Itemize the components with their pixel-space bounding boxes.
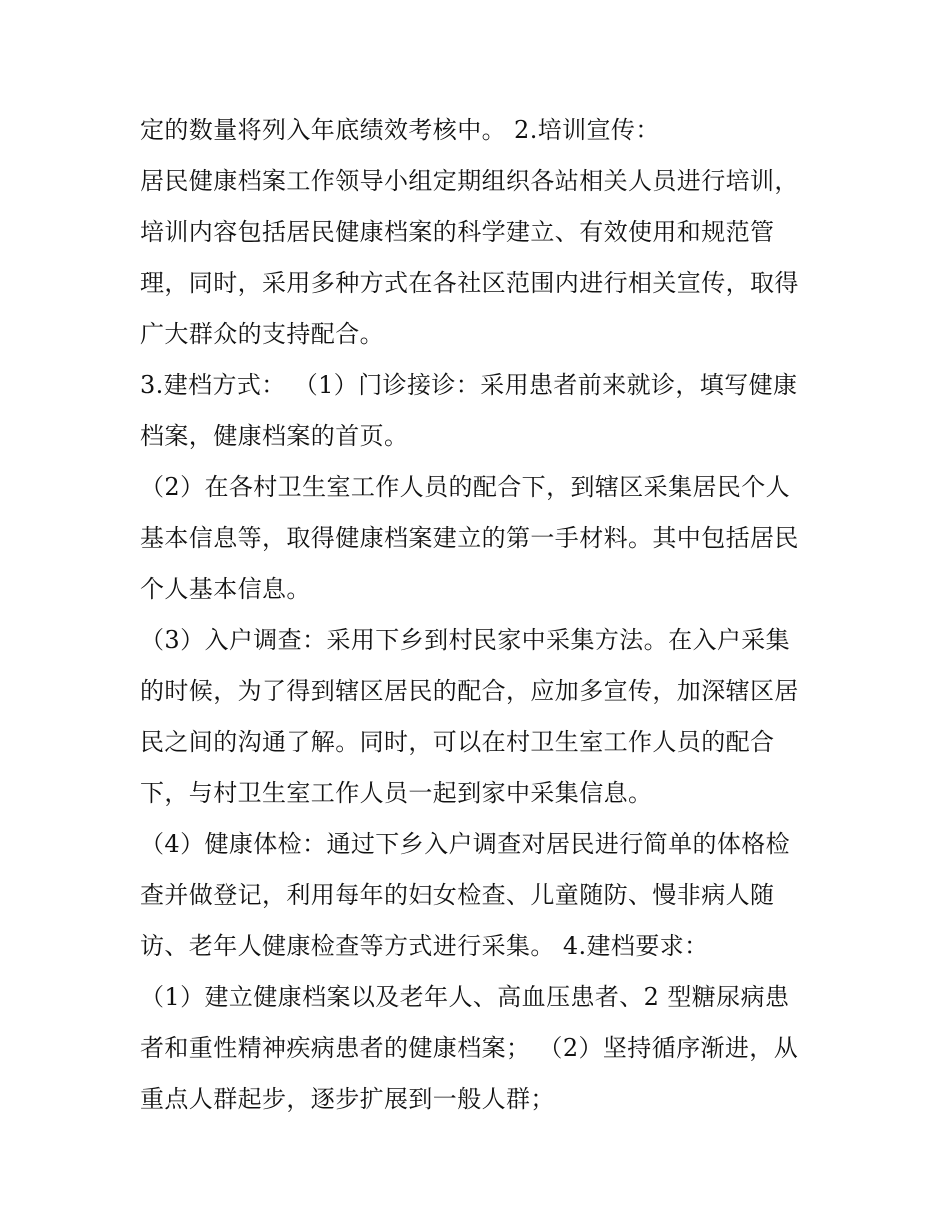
text-line: 理，同时，采用多种方式在各社区范围内进行相关宣传，取得 bbox=[140, 269, 799, 297]
text-line: 重点人群起步，逐步扩展到一般人群； bbox=[140, 1085, 555, 1113]
text-line: 的时候，为了得到辖区居民的配合，应加多宣传，加深辖区居 bbox=[140, 677, 799, 705]
text-line: 培训内容包括居民健康档案的科学建立、有效使用和规范管 bbox=[140, 218, 775, 246]
text-line: 访、老年人健康检查等方式进行采集。 4.建档要求： bbox=[140, 932, 709, 960]
text-line: （3）入户调查：采用下乡到村民家中采集方法。在入户采集 bbox=[140, 626, 791, 654]
text-line: 者和重性精神疾病患者的健康档案； （2）坚持循序渐进，从 bbox=[140, 1034, 799, 1062]
text-line: 居民健康档案工作领导小组定期组织各站相关人员进行培训， bbox=[140, 167, 799, 195]
text-line: 定的数量将列入年底绩效考核中。 2.培训宣传： bbox=[140, 116, 660, 144]
text-line: 民之间的沟通了解。同时，可以在村卫生室工作人员的配合 bbox=[140, 728, 775, 756]
text-line: 个人基本信息。 bbox=[140, 575, 311, 603]
text-line: 基本信息等，取得健康档案建立的第一手材料。其中包括居民 bbox=[140, 524, 799, 552]
text-line: （1）建立健康档案以及老年人、高血压患者、2 型糖尿病患 bbox=[140, 983, 790, 1011]
text-line: 下，与村卫生室工作人员一起到家中采集信息。 bbox=[140, 779, 653, 807]
text-line: 查并做登记，利用每年的妇女检查、儿童随防、慢非病人随 bbox=[140, 881, 775, 909]
text-line: （2）在各村卫生室工作人员的配合下，到辖区采集居民个人 bbox=[140, 473, 791, 501]
text-line: 档案，健康档案的首页。 bbox=[140, 422, 409, 450]
text-line: 3.建档方式： （1）门诊接诊：采用患者前来就诊，填写健康 bbox=[140, 371, 798, 399]
text-line: 广大群众的支持配合。 bbox=[140, 320, 384, 348]
text-line: （4）健康体检：通过下乡入户调查对居民进行简单的体格检 bbox=[140, 830, 791, 858]
